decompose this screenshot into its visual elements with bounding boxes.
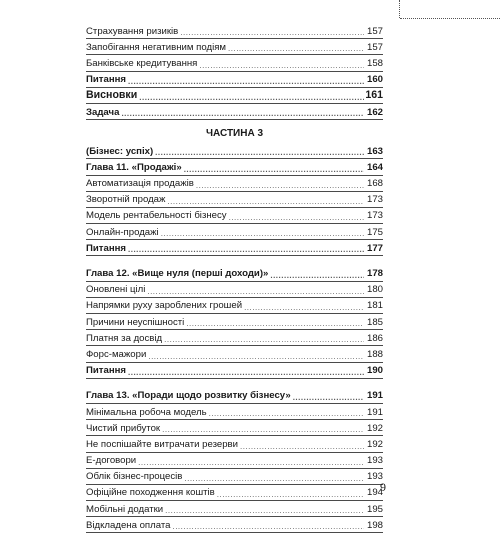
toc-entry-title: Мобільні додатки (86, 503, 164, 515)
dot-leader (162, 424, 364, 435)
toc-entry-page: 168 (366, 178, 383, 190)
dot-leader (172, 521, 364, 532)
toc-entry-title: Облік бізнес-процесів (86, 471, 183, 483)
toc-entry-page: 163 (366, 145, 383, 157)
dot-leader (184, 164, 364, 175)
toc-entry (86, 74, 383, 88)
toc-entry-page: 162 (366, 106, 383, 118)
toc-entry (86, 267, 383, 281)
toc-entry (86, 519, 383, 533)
toc-entry (86, 348, 383, 362)
dot-leader (217, 489, 364, 500)
dot-leader (229, 212, 364, 223)
crop-mark-vertical (399, 0, 401, 18)
dot-leader (128, 244, 364, 255)
toc-entry-page: 194 (366, 487, 383, 499)
toc-entry-title: Питання (86, 242, 127, 254)
toc-entry-title: Форс-мажори (86, 348, 147, 360)
dot-leader (180, 27, 364, 38)
toc-block-4 (86, 390, 383, 534)
toc-entry (86, 194, 383, 208)
toc-entry-title: Запобігання негативним подіям (86, 41, 227, 53)
toc-entry-title: Глава 12. «Вище нуля (перші доходи)» (86, 268, 269, 280)
toc-entry-page: 193 (366, 455, 383, 467)
part-title: ЧАСТИНА 3 (205, 128, 264, 140)
toc-entry-title: (Бізнес: успіх) (86, 145, 154, 157)
toc-entry (86, 57, 383, 71)
toc-entry-page: 164 (366, 161, 383, 173)
toc-entry (86, 145, 383, 159)
dot-leader (121, 108, 364, 119)
toc-entry-page: 192 (366, 438, 383, 450)
dot-leader (186, 318, 364, 329)
toc-entry-page: 157 (366, 25, 383, 37)
dot-leader (244, 302, 364, 313)
toc-entry (86, 161, 383, 175)
toc-entry (86, 316, 383, 330)
toc-entry-page: 178 (366, 268, 383, 280)
toc-entry-page: 198 (366, 519, 383, 531)
toc-block-3 (86, 267, 383, 378)
toc-entry-page: 177 (366, 242, 383, 254)
toc-entry-title: Зворотній продаж (86, 194, 166, 206)
toc-entry-page: 173 (366, 194, 383, 206)
toc-entry-page: 191 (366, 390, 383, 402)
toc-entry-page: 191 (366, 406, 383, 418)
toc-entry (86, 300, 383, 314)
toc-entry (86, 455, 383, 469)
toc-entry-title: Страхування ризиків (86, 25, 179, 37)
dot-leader (139, 92, 364, 103)
dot-leader (138, 457, 364, 468)
toc-entry-title: Причини неуспішності (86, 316, 185, 328)
toc-entry (86, 242, 383, 256)
toc-entry-title: Онлайн-продажі (86, 226, 159, 238)
dot-leader (293, 392, 364, 403)
dot-leader (240, 441, 364, 452)
dot-leader (184, 473, 364, 484)
toc-entry-title: Задача (86, 106, 120, 118)
table-of-contents (86, 25, 383, 535)
toc-entry (86, 390, 383, 404)
toc-entry (86, 226, 383, 240)
dot-leader (167, 196, 364, 207)
toc-entry-title: Питання (86, 74, 127, 86)
toc-entry-title: Офіційне походження коштів (86, 487, 215, 499)
toc-entry (86, 284, 383, 298)
toc-entry-page: 173 (366, 210, 383, 222)
toc-entry (86, 41, 383, 55)
toc-entry (86, 332, 383, 346)
toc-entry-title: Оновлені цілі (86, 284, 146, 296)
toc-entry-title: Модель рентабельності бізнесу (86, 210, 227, 222)
toc-entry (86, 438, 383, 452)
toc-entry-title: Висновки (86, 89, 138, 102)
toc-entry (86, 503, 383, 517)
toc-entry-title: Глава 11. «Продажі» (86, 161, 182, 173)
dot-leader (161, 228, 364, 239)
toc-entry-title: Не поспішайте витрачати резерви (86, 438, 238, 450)
toc-entry (86, 422, 383, 436)
toc-entry (86, 25, 383, 39)
dot-leader (209, 408, 364, 419)
toc-entry-title: Відкладена оплата (86, 519, 171, 531)
toc-entry-page: 160 (366, 74, 383, 86)
dot-leader (147, 286, 364, 297)
toc-entry (86, 365, 383, 379)
toc-entry-page: 180 (366, 284, 383, 296)
toc-entry (86, 471, 383, 485)
crop-mark-horizontal (400, 18, 500, 20)
toc-entry-title: Е-договори (86, 455, 137, 467)
toc-entry (86, 406, 383, 420)
toc-entry (86, 178, 383, 192)
dot-leader (196, 180, 364, 191)
toc-entry-page: 175 (366, 226, 383, 238)
toc-entry-page: 193 (366, 471, 383, 483)
toc-entry-title: Платня за досвід (86, 332, 163, 344)
toc-entry-title: Напрямки руху зароблених грошей (86, 300, 243, 312)
dot-leader (148, 351, 364, 362)
dot-leader (228, 43, 364, 54)
toc-entry-title: Мінімальна робоча модель (86, 406, 207, 418)
toc-entry-title: Питання (86, 365, 127, 377)
dot-leader (164, 334, 364, 345)
toc-entry-title: Банківське кредитування (86, 57, 198, 69)
toc-entry-page: 158 (366, 57, 383, 69)
toc-entry-title: Глава 13. «Поради щодо розвитку бізнесу» (86, 390, 291, 402)
dot-leader (128, 367, 364, 378)
page-number: 9 (380, 480, 386, 494)
dot-leader (199, 60, 364, 71)
toc-block-2 (86, 145, 383, 256)
toc-entry-page: 188 (366, 348, 383, 360)
toc-entry-page: 186 (366, 332, 383, 344)
toc-entry-page: 192 (366, 422, 383, 434)
dot-leader (155, 147, 364, 158)
toc-block-1 (86, 25, 383, 120)
toc-entry-page: 190 (366, 365, 383, 377)
toc-entry-title: Автоматизація продажів (86, 178, 194, 190)
toc-entry (86, 487, 383, 501)
dot-leader (165, 505, 364, 516)
toc-entry (86, 210, 383, 224)
toc-entry-page: 157 (366, 41, 383, 53)
toc-entry-page: 185 (366, 316, 383, 328)
dot-leader (270, 270, 364, 281)
toc-entry-page: 161 (365, 89, 383, 102)
toc-entry-page: 181 (366, 300, 383, 312)
toc-entry-page: 195 (366, 503, 383, 515)
toc-entry (86, 90, 383, 104)
dot-leader (128, 76, 364, 87)
toc-entry (86, 106, 383, 120)
toc-entry-title: Чистий прибуток (86, 422, 161, 434)
